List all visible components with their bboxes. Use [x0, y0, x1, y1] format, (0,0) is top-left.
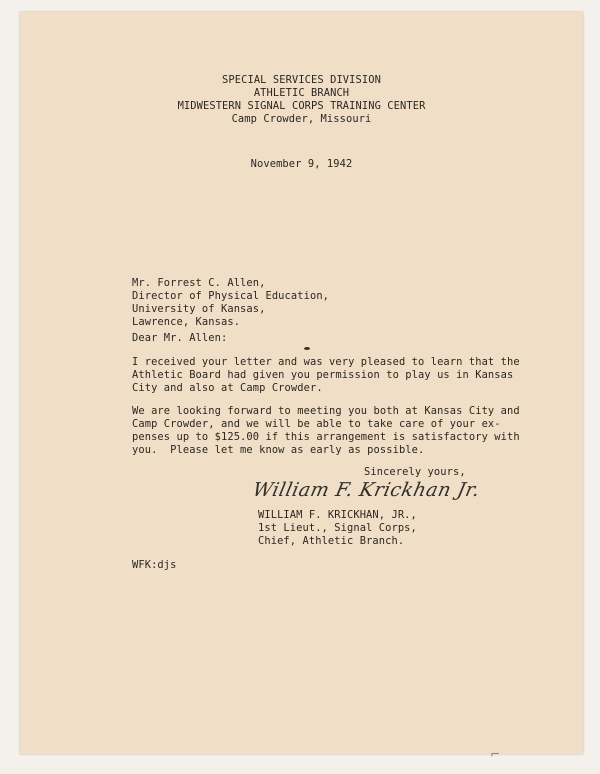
body-paragraph-1 [132, 356, 520, 395]
corner-pencil-mark: ⌐ [490, 747, 501, 761]
recipient-name: Mr. Forrest C. Allen, [132, 277, 266, 289]
ink-spot [304, 347, 310, 350]
paragraph-line: you. Please let me know as early as possible. [132, 444, 425, 456]
recipient-institution: University of Kansas, [132, 303, 266, 315]
body-paragraph-2 [132, 405, 520, 457]
letterhead [20, 74, 583, 126]
signer-block [258, 509, 417, 548]
recipient-title: Director of Physical Education, [132, 290, 330, 302]
letterhead-location: Camp Crowder, Missouri [231, 113, 372, 125]
letterhead-center: MIDWESTERN SIGNAL CORPS TRAINING CENTER [177, 100, 426, 112]
paragraph-line: City and also at Camp Crowder. [132, 382, 323, 394]
paragraph-line: Athletic Board had given you permission to play us in Kansas [132, 369, 514, 381]
signer-rank: 1st Lieut., Signal Corps, [258, 522, 417, 534]
paragraph-line: Camp Crowder, and we will be able to take care of your ex- [132, 418, 501, 430]
handwritten-signature: William F. Krickhan Jr. [250, 479, 483, 501]
signer-position: Chief, Athletic Branch. [258, 535, 405, 547]
letterhead-branch: ATHLETIC BRANCH [253, 87, 350, 99]
recipient-city: Lawrence, Kansas. [132, 316, 241, 328]
recipient-address [132, 277, 329, 329]
paragraph-line: We are looking forward to meeting you both at Kansas City and [132, 405, 520, 417]
signer-name: WILLIAM F. KRICKHAN, JR., [258, 509, 417, 521]
letter-date: November 9, 1942 [250, 158, 353, 170]
reference-initials: WFK:djs [132, 559, 177, 571]
salutation: Dear Mr. Allen: [132, 332, 228, 344]
letter-page [20, 12, 583, 761]
paragraph-line: I received your letter and was very pleased to learn that the [132, 356, 520, 368]
letterhead-division: SPECIAL SERVICES DIVISION [222, 74, 381, 86]
closing: Sincerely yours, [364, 466, 466, 478]
paragraph-line: penses up to $125.00 if this arrangement is satisfactory with [132, 431, 520, 443]
